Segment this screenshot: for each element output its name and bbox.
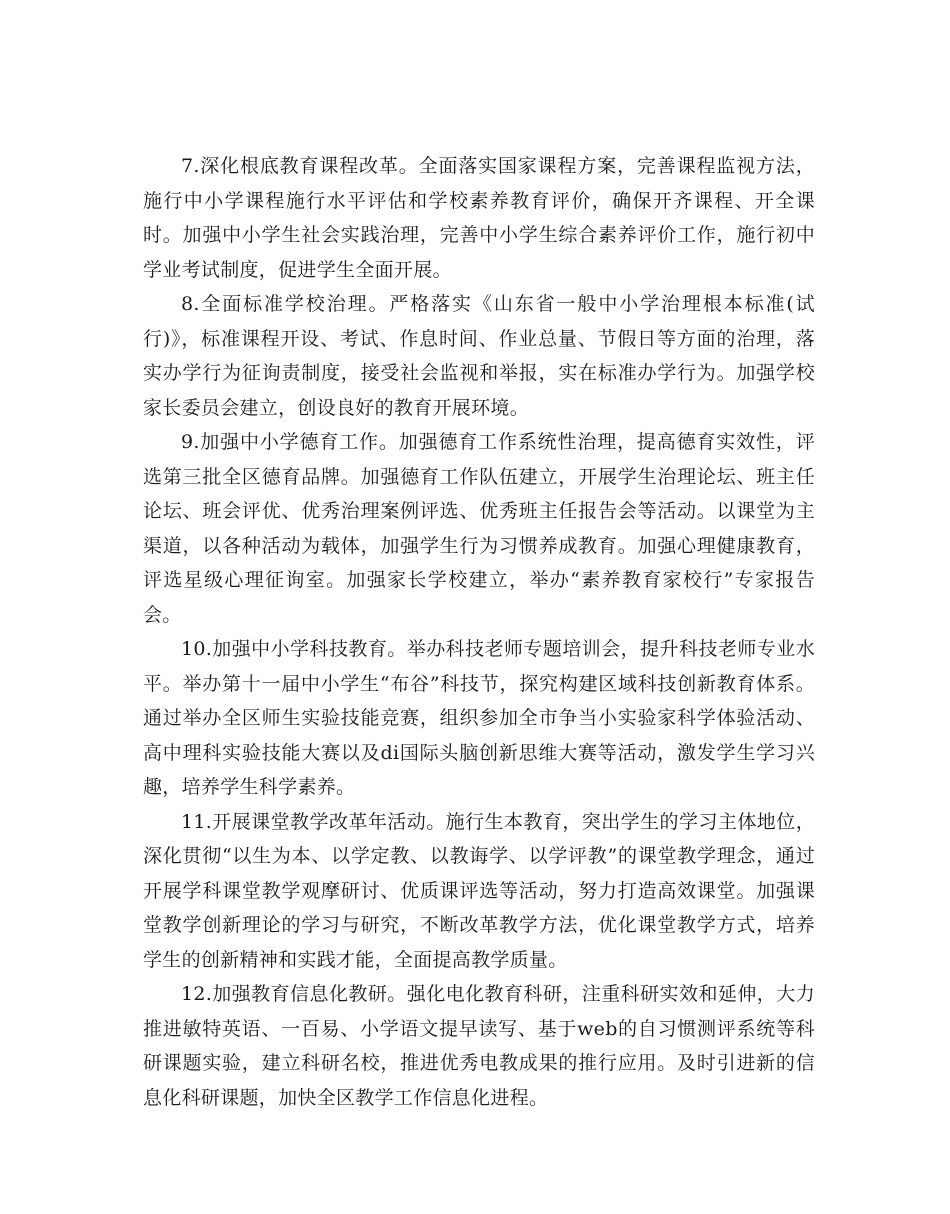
paragraph-10: 10.加强中小学科技教育。举办科技老师专题培训会，提升科技老师专业水平。举办第十一届中小学生“布谷”科技节，探究构建区域科技创新教育体系。通过举办全区师生实验技能竞赛，组织参加全市争当小实验家科学体验活动、高中理科实验技能大赛以及di国际头脑创新思维大赛等活动，激发学生学习兴趣，培养学生科学素养。 xyxy=(143,638,815,798)
paragraph-11: 11.开展课堂教学改革年活动。施行生本教育，突出学生的学习主体地位，深化贯彻“以生为本、以学定教、以教诲学、以学评教”的课堂教学理念，通过开展学科课堂教学观摩研讨、优质课评选等活动，努力打造高效课堂。加强课堂教学创新理论的学习与研究，不断改革教学方法，优化课堂教学方式，培养学生的创新精神和实践才能，全面提高教学质量。 xyxy=(143,810,815,971)
document-body xyxy=(143,149,815,1115)
paragraph-9: 9.加强中小学德育工作。加强德育工作系统性治理，提高德育实效性，评选第三批全区德育品牌。加强德育工作队伍建立，开展学生治理论坛、班主任论坛、班会评优、优秀治理案例评选、优秀班主任报告会等活动。以课堂为主渠道，以各种活动为载体，加强学生行为习惯养成教育。加强心理健康教育，评选星级心理征询室。加强家长学校建立，举办“素养教育家校行”专家报告会。 xyxy=(143,431,815,626)
paragraph-7: 7.深化根底教育课程改革。全面落实国家课程方案，完善课程监视方法，施行中小学课程施行水平评估和学校素养教育评价，确保开齐课程、开全课时。加强中小学生社会实践治理，完善中小学生综合素养评价工作，施行初中学业考试制度，促进学生全面开展。 xyxy=(143,155,815,281)
paragraph-8: 8.全面标准学校治理。严格落实《山东省一般中小学治理根本标准(试行)》，标准课程开设、考试、作息时间、作业总量、节假日等方面的治理，落实办学行为征询责制度，接受社会监视和举报，实在标准办学行为。加强学校家长委员会建立，创设良好的教育开展环境。 xyxy=(143,293,815,419)
paragraph-12: 12.加强教育信息化教研。强化电化教育科研，注重科研实效和延伸，大力推进敏特英语、一百易、小学语文提早读写、基于web的自习惯测评系统等科研课题实验，建立科研名校，推进优秀电教成果的推行应用。及时引进新的信息化科研课题，加快全区教学工作信息化进程。 xyxy=(143,983,815,1109)
